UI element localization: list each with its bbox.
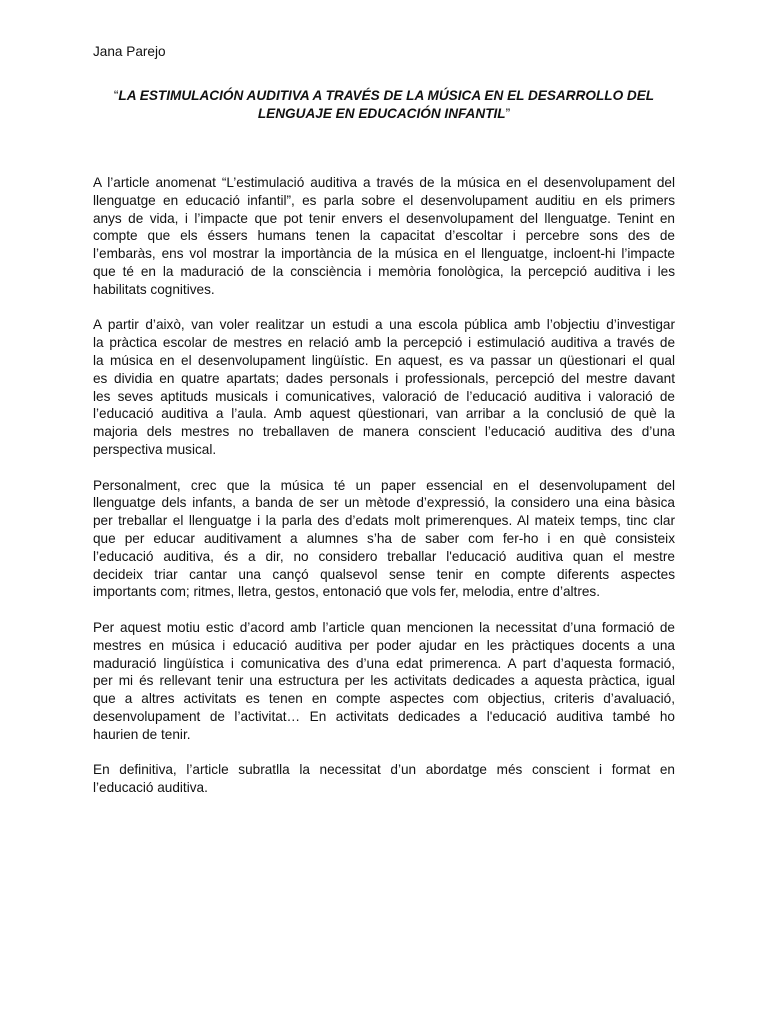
paragraph-line: l’educació auditiva, és a dir, no considero treballar l'educació auditiva quan el mestre xyxy=(93,548,675,564)
paragraph-line: llenguatge en educació infantil”, es parla sobre el desenvolupament auditiu en els primers xyxy=(93,192,675,208)
paragraph-line: desenvolupament de l’activitat… En activitats dedicades a l'educació auditiva també ho xyxy=(93,708,675,724)
paragraph-line: En definitiva, l’article subratlla la necessitat d’un abordatge més conscient i format en xyxy=(93,762,675,778)
document-title xyxy=(93,87,675,123)
paragraph-line: A partir d’això, van voler realitzar un estudi a una escola pública amb l’objectiu d’investigar xyxy=(93,317,675,333)
paragraph-line: perspectiva musical. xyxy=(93,441,217,457)
paragraph-1 xyxy=(93,174,675,299)
paragraph-line: habilitats cognitives. xyxy=(93,281,215,297)
paragraph-line: l’educació auditiva a l’aula. Amb aquest qüestionari, van arribar a la conclusió de què la xyxy=(93,406,675,422)
paragraph-line: l’embaràs, ens vol mostrar la importància de la música en el llenguatge, incloent-hi l’impacte xyxy=(93,246,675,262)
paragraph-line: llenguatge dels infants, a banda de ser un mètode d’expressió, la considero una eina bàsica xyxy=(93,495,675,511)
paragraph-line: per treballar el llenguatge i la parla des d’edats molt primerenques. Al mateix temps, tinc clar xyxy=(93,513,675,529)
paragraph-line: anys de vida, i l’impacte que pot tenir envers el desenvolupament del llenguatge. Tenint en xyxy=(93,210,675,226)
title-text-line-2: LENGUAJE EN EDUCACIÓN INFANTIL xyxy=(257,106,506,121)
paragraph-line: A l’article anomenat “L’estimulació auditiva a través de la música en el desenvolupament del xyxy=(93,175,675,190)
paragraph-line: per mi és rellevant tenir una estructura per les activitats dedicades a aquesta pràctica, igual xyxy=(93,673,675,689)
paragraph-5 xyxy=(93,761,675,797)
paragraph-line: compte que els éssers humans tenen la capacitat d’escoltar i percebre sons des de xyxy=(93,228,675,244)
paragraph-line: la pràctica escolar de mestres en relació amb la percepció i estimulació auditiva a través de xyxy=(93,335,675,351)
paragraph-line: Personalment, crec que la música té un paper essencial en el desenvolupament del xyxy=(93,477,675,493)
paragraph-3 xyxy=(93,477,675,602)
title-line-1 xyxy=(93,87,675,105)
paragraph-line: Per aquest motiu estic d’acord amb l’article quan mencionen la necessitat d’una formació de xyxy=(93,619,675,635)
paragraph-4 xyxy=(93,619,675,744)
paragraph-line: es dividia en quatre apartats; dades personals i professionals, percepció del mestre davant xyxy=(93,370,675,386)
title-close-quote: ” xyxy=(505,106,511,121)
title-open-quote: “ xyxy=(113,88,119,103)
title-text-line-1: LA ESTIMULACIÓN AUDITIVA A TRAVÉS DE LA MÚSICA EN EL DESARROLLO DEL xyxy=(118,88,655,103)
paragraph-line: importants com; ritmes, lletra, gestos, entonació que vols fer, melodia, entre d’altres. xyxy=(93,584,600,600)
paragraph-line: que per educar auditivament a alumnes s’ha de saber com fer-ho i en què consisteix xyxy=(93,530,675,546)
author-name: Jana Parejo xyxy=(93,44,166,59)
paragraph-line: haurien de tenir. xyxy=(93,726,191,742)
paragraph-line: mestres en música i educació auditiva per poder ajudar en les pràctiques docents a una xyxy=(93,637,675,653)
paragraph-line: maduració lingüística i comunicativa des d’una edat primerenca. A part d’aquesta formació, xyxy=(93,655,675,671)
title-line-2 xyxy=(93,105,675,123)
paragraph-line: l’educació auditiva. xyxy=(93,780,208,796)
paragraph-line: que té en la maduració de la consciència i memòria fonològica, la percepció auditiva i les xyxy=(93,263,675,279)
paragraph-line: decideix triar cantar una cançó qualsevol sense tenir en compte diferents aspectes xyxy=(93,566,675,582)
paragraph-line: la música en el desenvolupament lingüístic. En aquest, es va passar un qüestionari el qual xyxy=(93,352,675,368)
document-body xyxy=(93,174,675,815)
paragraph-line: que a altres activitats es tenen en compte aspectes com objectius, criteris d’avaluació, xyxy=(93,691,675,707)
paragraph-line: majoria dels mestres no treballaven de manera conscient l’educació auditiva des d’una xyxy=(93,424,675,440)
paragraph-2 xyxy=(93,316,675,458)
paragraph-line: les seves aptituds musicals i comunicatives, valoració de l’educació auditiva i valoració de xyxy=(93,388,675,404)
